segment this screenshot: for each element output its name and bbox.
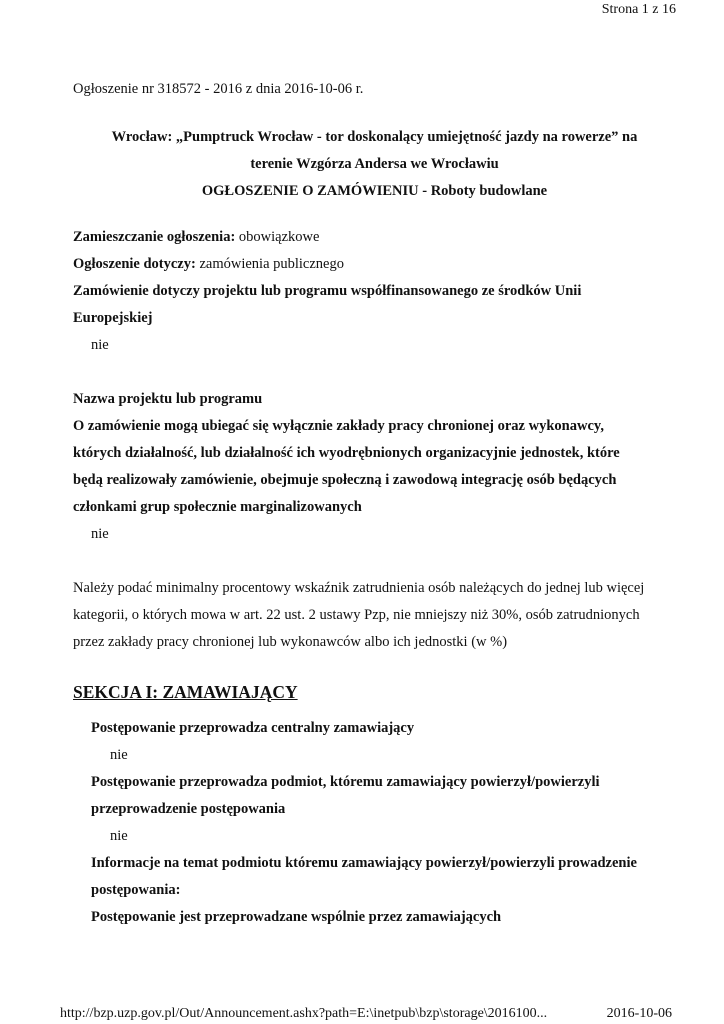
sheltered-label-3: będą realizowały zamówienie, obejmuje społeczną i zawodową integrację osób będących xyxy=(73,472,617,488)
sheltered-label-4: członkami grup społecznie marginalizowanych xyxy=(73,499,362,515)
entity-info-label-2: postępowania: xyxy=(91,882,181,898)
eu-project-value: nie xyxy=(91,337,109,353)
percent-text-3: przez zakłady pracy chronionej lub wykonawców albo ich jednostki (w %) xyxy=(73,634,508,650)
publication-field xyxy=(73,224,676,251)
concerns-value: zamówienia publicznego xyxy=(195,256,344,272)
title-line-2: terenie Wzgórza Andersa we Wrocławiu xyxy=(250,156,499,172)
section-1-title: SEKCJA I: ZAMAWIAJĄCY xyxy=(73,682,298,702)
percent-text-1: Należy podać minimalny procentowy wskaźnik zatrudnienia osób należących do jednej lub więcej xyxy=(73,580,645,596)
central-buyer-value: nie xyxy=(110,747,128,763)
entity-info-label-1: Informacje na temat podmiotu któremu zamawiający powierzył/powierzyli prowadzenie xyxy=(91,855,637,871)
project-name-label: Nazwa projektu lub programu xyxy=(73,391,263,407)
page-number: Strona 1 z 16 xyxy=(601,2,676,17)
entity-label-1: Postępowanie przeprowadza podmiot, któremu zamawiający powierzył/powierzyli xyxy=(91,774,600,790)
sheltered-label-2: których działalność, lub działalność ich wyodrębnionych organizacyjnie jednostek, które xyxy=(73,445,620,461)
title-line-1: Wrocław: „Pumptruck Wrocław - tor doskonalący umiejętność jazdy na rowerze” na xyxy=(111,129,638,145)
announcement-number: Ogłoszenie nr 318572 - 2016 z dnia 2016-10-06 r. xyxy=(73,81,364,97)
footer-date: 2016-10-06 xyxy=(606,1006,672,1021)
sheltered-value: nie xyxy=(91,526,109,542)
title-line-3: OGŁOSZENIE O ZAMÓWIENIU - Roboty budowlane xyxy=(201,183,548,199)
publication-label: Zamieszczanie ogłoszenia: xyxy=(73,229,236,245)
entity-label-2: przeprowadzenie postępowania xyxy=(91,801,286,817)
joint-procurement-label: Postępowanie jest przeprowadzane wspólnie przez zamawiających xyxy=(91,909,502,925)
footer-url: http://bzp.uzp.gov.pl/Out/Announcement.ashx?path=E:\inetpub\bzp\storage\2016100... xyxy=(60,1006,548,1021)
page-footer xyxy=(60,1006,672,1022)
sheltered-label-1: O zamówienie mogą ubiegać się wyłącznie zakłady pracy chronionej oraz wykonawcy, xyxy=(73,418,604,434)
eu-project-label-1: Zamówienie dotyczy projektu lub programu współfinansowanego ze środków Unii xyxy=(73,283,582,299)
concerns-field xyxy=(73,251,676,278)
concerns-label: Ogłoszenie dotyczy: xyxy=(73,256,196,272)
publication-value: obowiązkowe xyxy=(235,229,320,245)
document-body xyxy=(73,76,676,931)
percent-text-2: kategorii, o których mowa w art. 22 ust. 2 ustawy Pzp, nie mniejszy niż 30%, osób zatrudnionych xyxy=(73,607,640,623)
eu-project-label-2: Europejskiej xyxy=(73,310,153,326)
entity-value: nie xyxy=(110,828,128,844)
central-buyer-label: Postępowanie przeprowadza centralny zamawiający xyxy=(91,720,415,736)
